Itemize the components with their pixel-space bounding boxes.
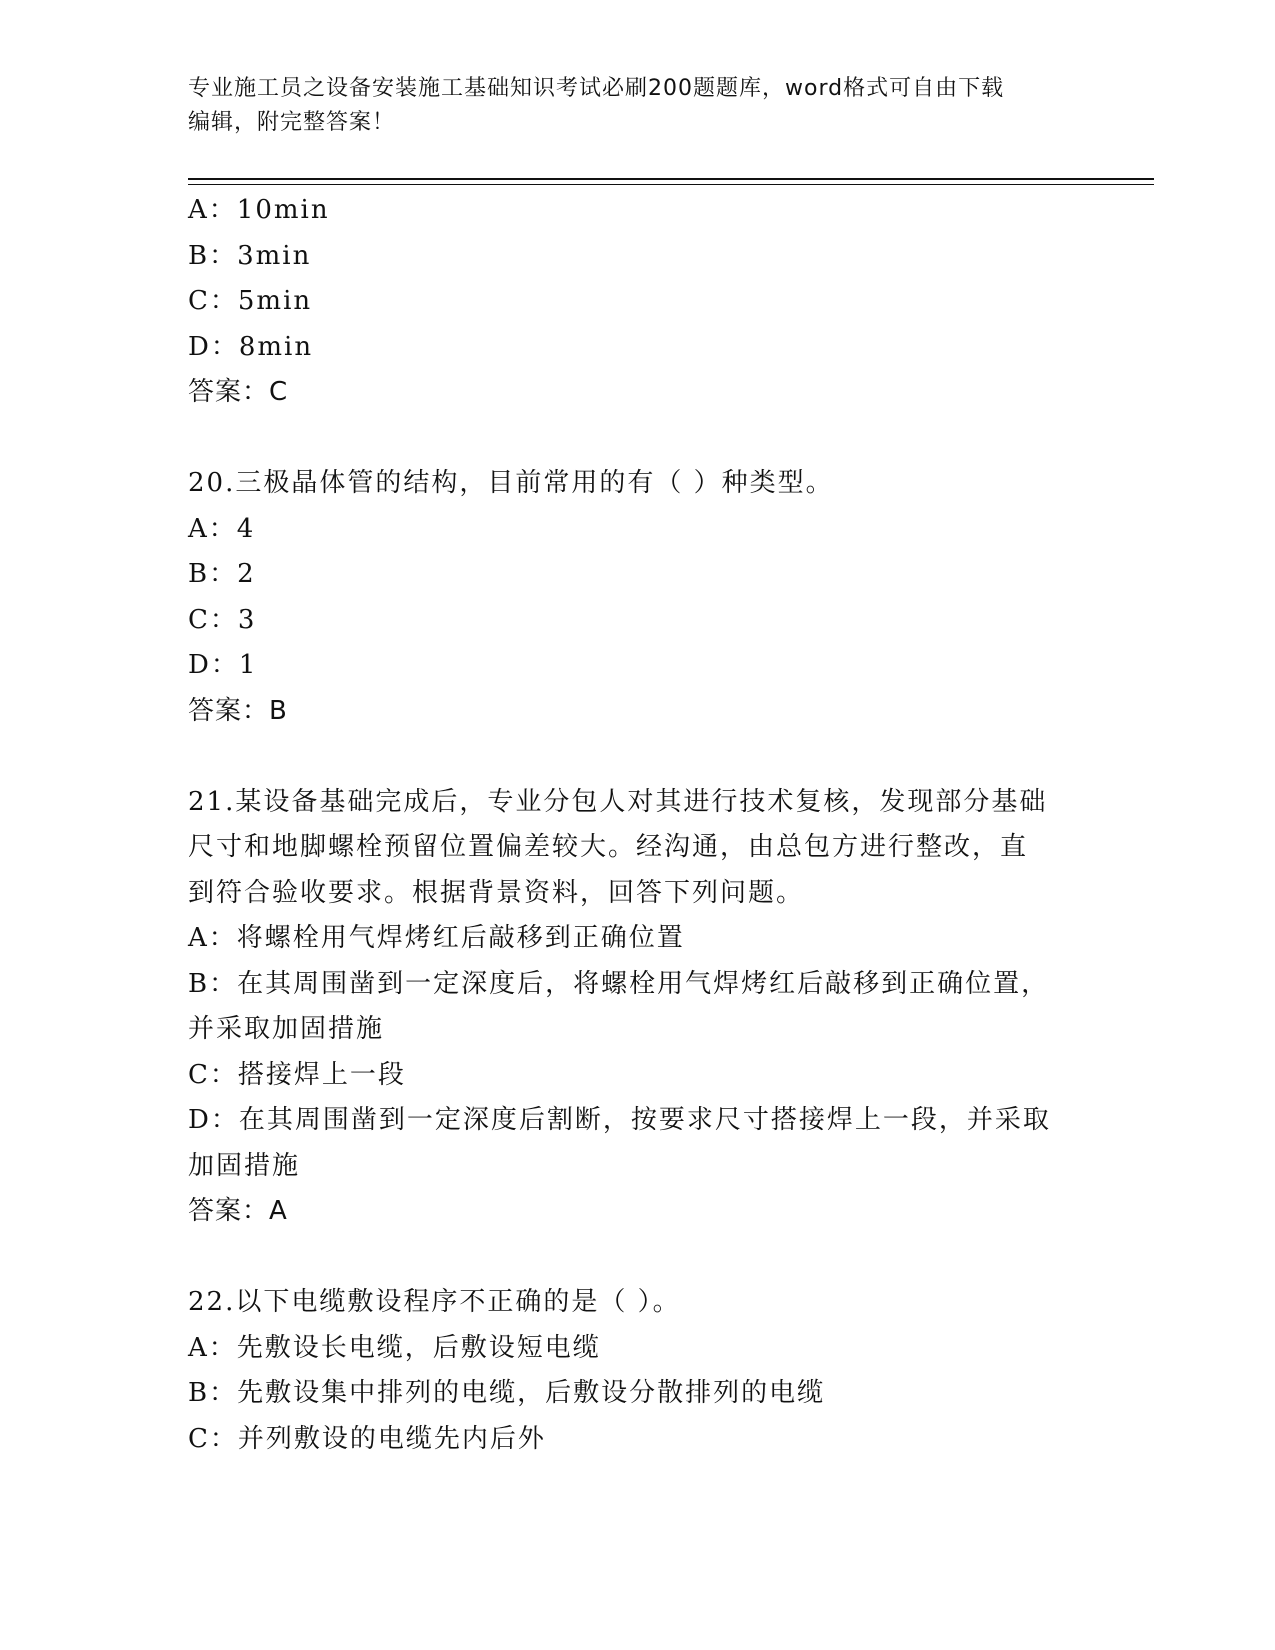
question-stem-line-1: 21.某设备基础完成后，专业分包人对其进行技术复核，发现部分基础 <box>188 786 1048 817</box>
answer-line: 答案：A <box>188 1196 288 1226</box>
option-b: B：先敷设集中排列的电缆，后敷设分散排列的电缆 <box>188 1378 826 1408</box>
question-stem-line-2: 尺寸和地脚螺栓预留位置偏差较大。经沟通，由总包方进行整改，直 <box>188 832 1029 862</box>
answer-line: 答案：C <box>188 377 289 407</box>
answer-line: 答案：B <box>188 695 288 726</box>
option-d: D：8min <box>188 331 314 362</box>
question-22 <box>188 1280 1088 1462</box>
header-divider-thick <box>188 178 1154 180</box>
header-title-line-2: 编辑，附完整答案！ <box>188 110 396 135</box>
question-stem: 20.三极晶体管的结构，目前常用的有（ ）种类型。 <box>188 468 834 498</box>
option-b: B：2 <box>188 559 256 589</box>
question-20 <box>188 461 1088 734</box>
option-d: D：1 <box>188 650 258 680</box>
question-stem: 22.以下电缆敷设程序不正确的是（ ）。 <box>188 1287 681 1317</box>
header-title-line-1: 专业施工员之设备安装施工基础知识考试必刷200题题库，word格式可自由下载 <box>188 76 1005 101</box>
option-a: A：将螺栓用气焊烤红后敲移到正确位置 <box>188 923 685 953</box>
option-a: A：4 <box>188 513 256 544</box>
option-b-continued: 并采取加固措施 <box>188 1014 385 1044</box>
header-divider-thin <box>188 184 1154 185</box>
option-c: C：5min <box>188 286 313 316</box>
option-a: A：10min <box>188 195 330 225</box>
document-header <box>188 72 1078 140</box>
spacer <box>188 734 1088 780</box>
spacer <box>188 1235 1088 1281</box>
option-c: C：搭接焊上一段 <box>188 1059 406 1090</box>
option-d-continued: 加固措施 <box>188 1150 301 1181</box>
option-a: A：先敷设长电缆，后敷设短电缆 <box>188 1332 601 1363</box>
question-19 <box>188 188 1088 416</box>
option-b: B：在其周围凿到一定深度后，将螺栓用气焊烤红后敲移到正确位置， <box>188 968 1050 999</box>
question-list <box>188 188 1088 1462</box>
option-d: D：在其周围凿到一定深度后割断，按要求尺寸搭接焊上一段，并采取 <box>188 1105 1051 1135</box>
question-stem-line-3: 到符合验收要求。根据背景资料，回答下列问题。 <box>188 877 805 908</box>
spacer <box>188 416 1088 462</box>
option-b: B：3min <box>188 240 312 271</box>
option-c: C：并列敷设的电缆先内后外 <box>188 1423 546 1454</box>
option-c: C：3 <box>188 604 257 635</box>
question-21 <box>188 780 1088 1235</box>
